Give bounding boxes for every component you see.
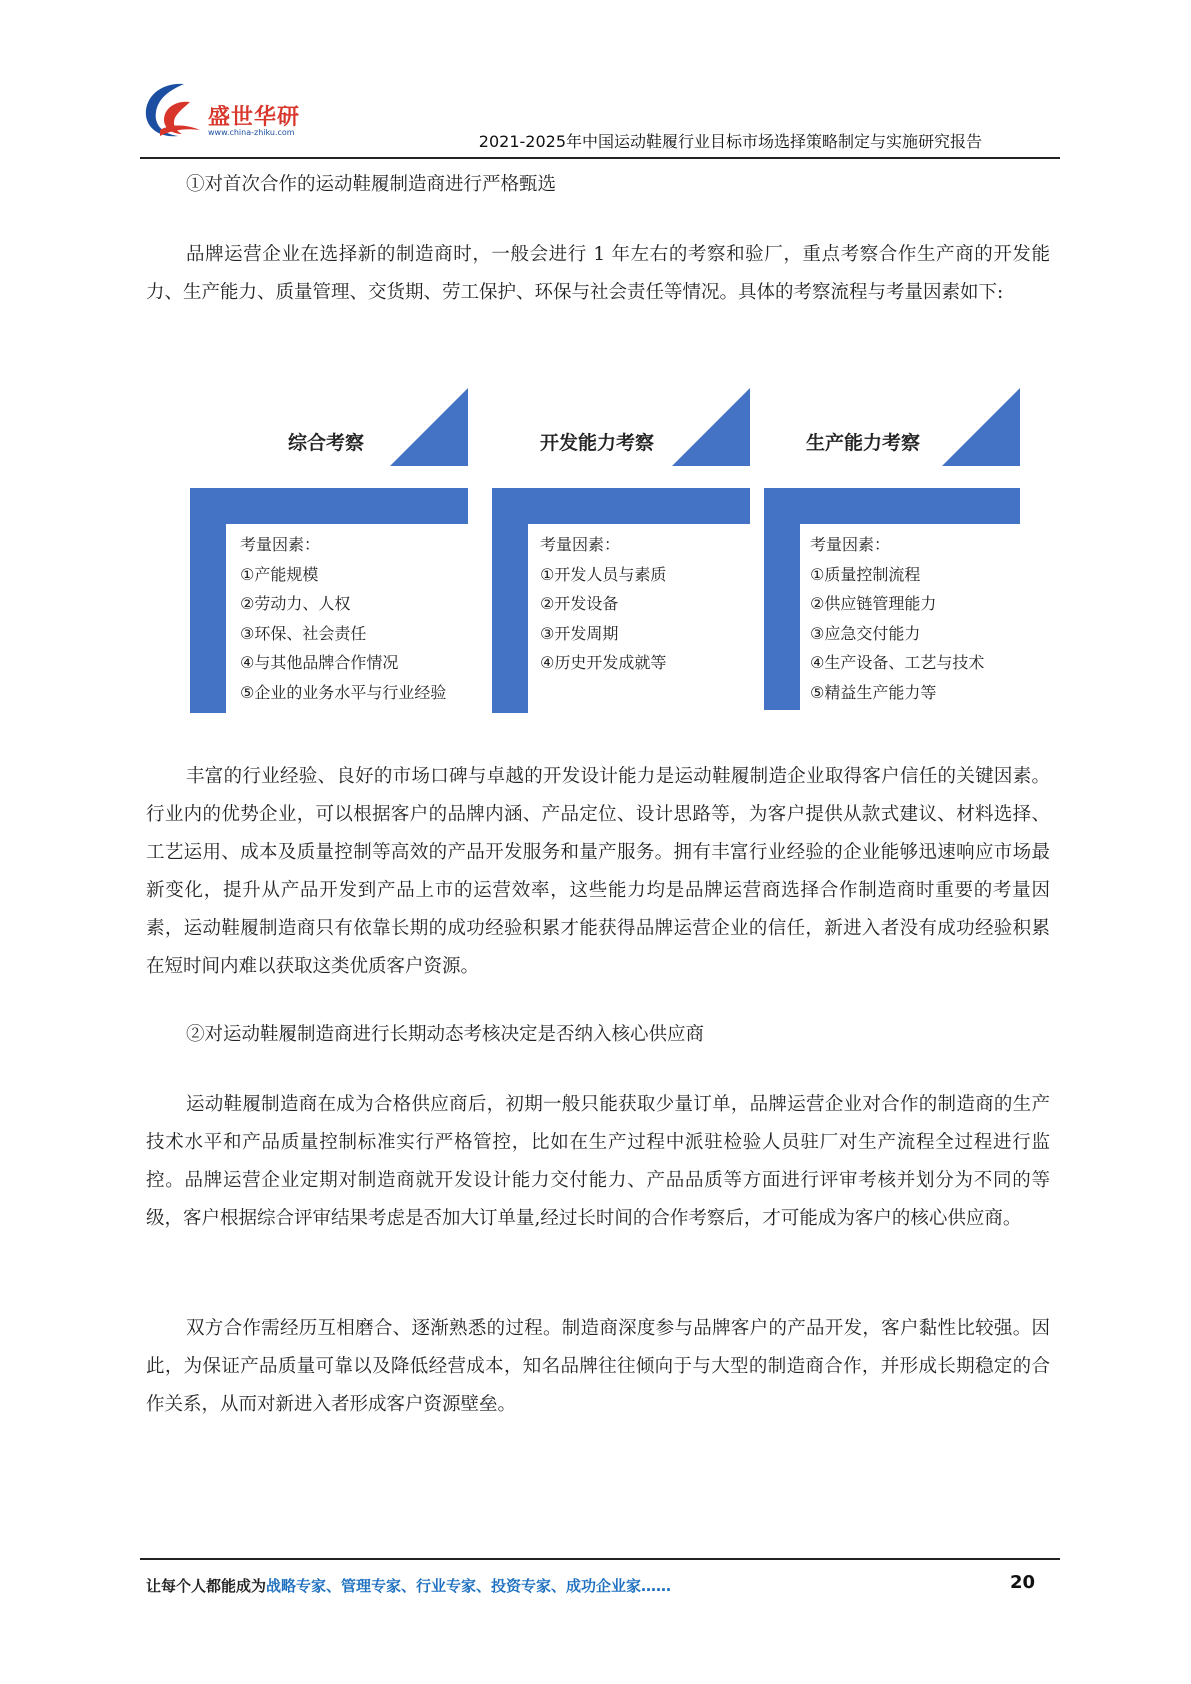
- company-logo: [140, 80, 310, 150]
- page-header: [140, 80, 1060, 160]
- factor-item: ①产能规模: [240, 564, 319, 584]
- logo-swoosh-icon: [140, 80, 206, 142]
- assessment-diagram: [190, 388, 1020, 713]
- bracket-left-bar: [492, 488, 528, 713]
- footer-prefix: 让每个人都能成为: [146, 1577, 267, 1595]
- factor-heading: 考量因素：: [540, 535, 621, 554]
- corner-triangle: [390, 388, 468, 466]
- logo-name: 盛世华研: [208, 105, 301, 130]
- paragraph-dynamic-assessment: 运动鞋履制造商在成为合格供应商后，初期一般只能获取少量订单，品牌运营企业对合作的制造商的生产技术水平和产品质量控制标准实行严格管控，比如在生产过程中派驻检验人员驻厂对生产流程全过程进行监控。品牌运营企业定期对制造商就开发设计能力交付能力、产品品质等方面进行评审考核并划分为不同的等级，客户根据综合评审结果考虑是否加大订单量,经过长时间的合作考察后，才可能成为客户的核心供应商。: [146, 1094, 1050, 1229]
- footer-divider: [140, 1558, 1060, 1560]
- bracket-left-bar: [764, 488, 800, 710]
- column-title: 综合考察: [288, 432, 365, 454]
- factor-item: ④与其他品牌合作情况: [240, 653, 399, 672]
- footer-slogan: [146, 1575, 671, 1596]
- diagram-column-comprehensive: [190, 388, 465, 713]
- column-title: 生产能力考察: [806, 432, 921, 454]
- footer-highlight: 战略专家、管理专家、行业专家、投资专家、成功企业家……: [266, 1577, 672, 1595]
- factor-item: ③环保、社会责任: [240, 623, 367, 643]
- factor-item: ①开发人员与素质: [540, 564, 667, 584]
- factor-item: ④生产设备、工艺与技术: [810, 653, 985, 672]
- section-heading-2: ②对运动鞋履制造商进行长期动态考核决定是否纳入核心供应商: [186, 1024, 705, 1045]
- bracket-top-bar: [190, 488, 468, 524]
- section-heading-1: ①对首次合作的运动鞋履制造商进行严格甄选: [186, 174, 557, 195]
- factor-item: ⑤企业的业务水平与行业经验: [240, 682, 447, 702]
- corner-triangle: [942, 388, 1020, 466]
- factor-heading: 考量因素：: [810, 535, 891, 554]
- factor-item: ②劳动力、人权: [240, 594, 351, 613]
- bracket-left-bar: [190, 488, 226, 713]
- paragraph-industry-experience: 丰富的行业经验、良好的市场口碑与卓越的开发设计能力是运动鞋履制造企业取得客户信任的关键因素。行业内的优势企业，可以根据客户的品牌内涵、产品定位、设计思路等，为客户提供从款式建议、材料选择、工艺运用、成本及质量控制等高效的产品开发服务和量产服务。拥有丰富行业经验的企业能够迅速响应市场最新变化，提升从产品开发到产品上市的运营效率，这些能力均是品牌运营商选择合作制造商时重要的考量因素，运动鞋履制造商只有依靠长期的成功经验积累才能获得品牌运营企业的信任，新进入者没有成功经验积累在短时间内难以获取这类优质客户资源。: [146, 766, 1050, 977]
- factor-item: ③应急交付能力: [810, 623, 921, 643]
- report-title: 2021-2025年中国运动鞋履行业目标市场选择策略制定与实施研究报告: [478, 132, 982, 151]
- logo-url: www.china-zhiku.com: [208, 128, 295, 137]
- page-number: 20: [1010, 1572, 1036, 1593]
- diagram-column-development: [492, 388, 752, 713]
- factor-item: ③开发周期: [540, 623, 619, 643]
- factor-item: ⑤精益生产能力等: [810, 682, 937, 702]
- diagram-column-production: [764, 388, 1020, 713]
- factor-item: ②开发设备: [540, 594, 619, 613]
- bracket-top-bar: [764, 488, 1020, 524]
- factor-list: [810, 530, 984, 707]
- header-divider: [140, 157, 1060, 159]
- corner-triangle: [672, 388, 750, 466]
- bracket-top-bar: [492, 488, 750, 524]
- factor-heading: 考量因素：: [240, 535, 321, 554]
- factor-item: ④历史开发成就等: [540, 653, 667, 672]
- factor-list: [240, 530, 446, 707]
- factor-list: [540, 530, 666, 678]
- factor-item: ①质量控制流程: [810, 564, 921, 584]
- paragraph-selection-intro: 品牌运营企业在选择新的制造商时，一般会进行 1 年左右的考察和验厂，重点考察合作生产商的开发能力、生产能力、质量管理、交货期、劳工保护、环保与社会责任等情况。具体的考察流程与考量因素如下:: [146, 244, 1050, 303]
- column-title: 开发能力考察: [540, 432, 655, 454]
- paragraph-cooperation: 双方合作需经历互相磨合、逐渐熟悉的过程。制造商深度参与品牌客户的产品开发，客户黏性比较强。因此，为保证产品质量可靠以及降低经营成本，知名品牌往往倾向于与大型的制造商合作，并形成长期稳定的合作关系，从而对新进入者形成客户资源壁垒。: [146, 1318, 1050, 1415]
- factor-item: ②供应链管理能力: [810, 594, 937, 613]
